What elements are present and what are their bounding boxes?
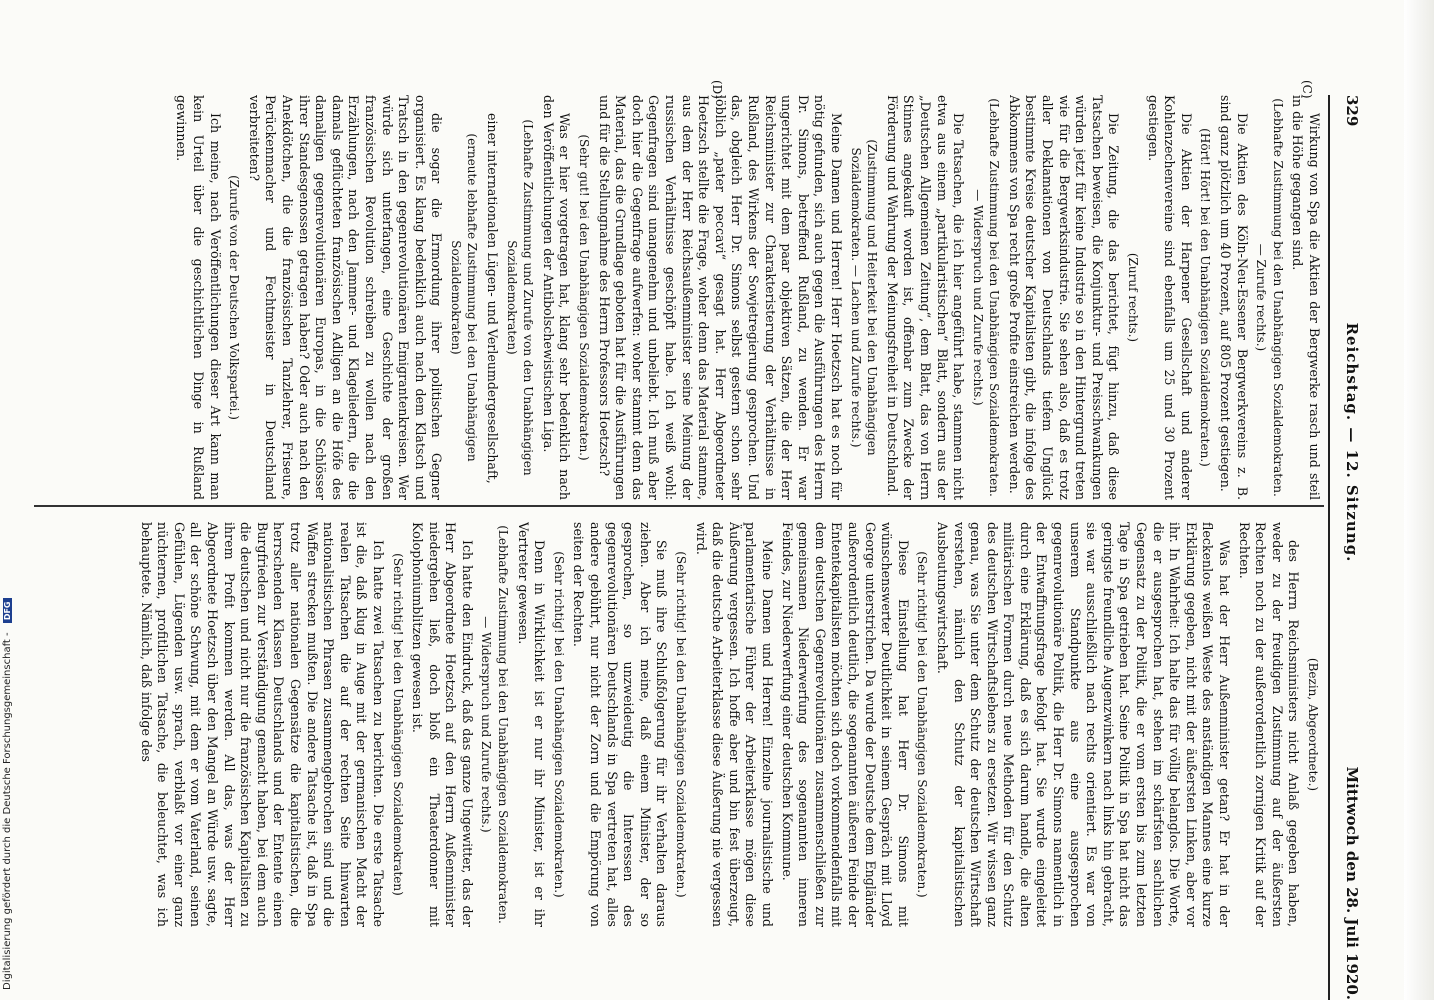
paragraph: des Herrn Reichsministers nicht Anlaß gegeben haben, weder zu der freudigen Zustimmung auf der äußersten Rechten noch zu der außerordentlich zornigen Kritik auf der Rechten. xyxy=(1236,522,1302,927)
paragraph: Was hat der Herr Außenminister getan? Er hat in der fleckenlos weißen Weste des anständigen Mannes eine kurze Erklärung gegeben, nicht mit der äußersten Linken, aber vor ihr. In Wahrheit: Ich halte das für völlig belanglos. Die Worte, die er ausgesprochen hat, stehen im schärfsten sachlichen Gegensatz zu der Politik, die er vom ersten bis zum letzten Tage in Spa getrieben hat. Seine Politik in Spa hat nicht das geringste freundliche Augenzwinkern nach links hin gebracht, sie war ausschließlich nach rechts orientiert. Es war von unserem Standpunkte aus eine ausgesprochen gegenrevolutionäre Politik, die Herr Dr. Simons namentlich in der Entwaffnungsfrage befolgt hat. Sie wurde eingeleitet durch eine Erklärung, daß es sich darum handle, die alten militärischen Formen durch neue Methoden für den Schutz des deutschen Wirtschaftslebens zu ersetzen. Wir wissen ganz genau, was Sie unter dem Schutz der deutschen Wirtschaft verstehen, nämlich den Schutz der kapitalistischen Ausbeutungswirtschaft. xyxy=(934,522,1233,927)
speech-remark: (Sehr richtig! bei den Unabhängigen Sozialdemokraten.) xyxy=(674,551,689,898)
page-number: 329 xyxy=(1343,95,1361,127)
speech-remark: (Zustimmung und Heiterkeit bei den Unabhängigen Sozialdemokraten. — Lachen und Zurufe rechts.) xyxy=(848,139,880,456)
speech-remark: (Zuruf rechts.) xyxy=(1126,252,1141,343)
paragraph: Die Tatsachen, die ich hier angeführt habe, stammen nicht etwa aus einem „partikularistischen“ Blatt, sondern aus der „Deutschen Allgemeinen Zeitung“, dem Blatt, das von Herrn Stinnes angekauft worden ist, offenbar zum Zwecke der Förderung und Wahrung der Meinungsfreiheit in Deutschland. xyxy=(884,95,967,500)
paragraph: Was er hier vorgetragen hat, klang sehr bedenklich nach den Veröffentlichungen der Antibolschewistischen Liga. xyxy=(540,95,573,500)
speech-remark: (erneute lebhafte Zustimmung bei den Unabhängigen Sozialdemokraten) xyxy=(448,133,480,462)
speech-remark: (Hört! Hört! bei den Unabhängigen Sozialdemokraten.) xyxy=(1198,128,1213,467)
paragraph: Wirkung von Spa die Aktien der Bergwerke rasch und steil in die Höhe gegangen sind. xyxy=(1290,95,1322,500)
running-title: Reichstag. — 12. Sitzung. xyxy=(1343,322,1361,563)
speech-remark: (Zurufe von der Deutschen Volkspartei.) xyxy=(227,175,242,420)
paragraph: Meine Damen und Herren! Einzelne journalistische und parlamentarische Führer der Arbeiterklasse mögen diese Äußerung vergessen. Ich hoffe aber und bin fest überzeugt, daß die deutsche Arbeiterklasse diese Äußerung nie vergessen wird. xyxy=(693,522,775,927)
speech-remark: (Lebhafte Zustimmung bei den Unabhängigen Sozialdemokraten. — Zurufe rechts.) xyxy=(1254,98,1285,497)
paragraph: Die Zeitung, die das berichtet, fügt hinzu, daß diese Tatsachen beweisen, die Konjunktur- und Preisschwankungen würden jetzt für keine Industrie so in den Hintergrund treten wie für die Bergwerksindustrie. Sie sehen also, daß es trotz aller Deklamationen von Deutschlands tiefem Unglück bestimmte Kreise deutscher Kapitalisten gibt, die infolge des Abkommens von Spa recht große Profite einstreichen werden. xyxy=(1006,95,1122,500)
paragraph: die sogar die Ermordung ihrer politischen Gegner organisiert. Es klang bedenklich auch nach dem Klatsch und Tratsch in den gegenrevolutionären Emigrantenkreisen. Wer würde sich unterfangen, eine Geschichte der großen französischen Revolution schreiben zu wollen nach den Erzählungen, nach den Jammer- und Klageliedern, die die damals geflüchteten französischen Adligen an die Höfe des damaligen gegenrevolutionären Europas, in die Schlösser ihrer Standesgenossen getragen haben? Oder auch nach den Anekdötchen, die die französischen Tanzlehrer, Friseure, Perückenmacher und Fechtmeister in Deutschland verbreiteten? xyxy=(246,95,445,500)
scan-edge xyxy=(1404,0,1434,1000)
paragraph: Die Aktien der Harpener Gesellschaft und anderer Kohlenzechenvereine sind ebenfalls um 25 und 30 Prozent gestiegen. xyxy=(1145,95,1194,500)
speech-remark: (Lebhafte Zustimmung bei den Unabhängigen Sozialdemokraten. — Widerspruch und Zurufe rechts.) xyxy=(970,98,1002,497)
margin-marker-c: (C) xyxy=(1300,80,1314,99)
column-divider xyxy=(34,505,1324,507)
speech-remark: (Sehr richtig! bei den Unabhängigen Sozialdemokraten.) xyxy=(551,551,566,898)
paragraph: Ich hatte zwei Tatsachen zu berichten. Die erste Tatsache ist die, daß klug in Auge mit der germanischen Macht der realen Tatsachen die auf der rechten Seite hinwarten nationalistischen Phrasen zusammengebrochen sind und die Waffen strecken mußten. Die andere Tatsache ist, daß in Spa trotz aller nationalen Gegensätze die kapitalistischen, die herrschenden Klassen Deutschlands und der Entente einen Burgfrieden zur Verständigung gemacht haben, bei dem auch die deutschen und nicht nur die französischen Kapitalisten zu ihrem Profit kommen werden. All das, was der Herr Abgeordnete Hoetzsch über den Mangel an Würde usw. sagte, all der schöne Schwung, mit dem er vom Vaterland, seinen Gefühlen, Lügenden usw. sprach, verblaßt vor einer ganz nüchternen, profitlichen Tatsache, die beleuchtet, was ich behauptete. Nämlich, daß infolge des xyxy=(138,522,386,927)
speech-remark: (Lebhafte Zustimmung und Zurufe von den Unabhängigen Sozialdemokraten) xyxy=(504,119,536,476)
paragraph: Sie muß ihre Schlußfolgerung für ihr Verhalten daraus ziehen. Aber ich meine, daß einem Minister, der so gesprochen, so unzweideutig die Interessen des gegenrevolutionären Deutschlands in Spa vertreten hat, alles andere gebührt, nur nicht der Zorn und die Empörung von seiten der Rechten. xyxy=(571,522,670,927)
speech-remark: (Sehr richtig! bei den Unabhängigen Sozialdemokraten.) xyxy=(915,551,930,898)
session-date: Mittwoch den 28. Juli 1920. xyxy=(1343,766,1361,1000)
speech-remark: (Bezin, Abgeordnete.) xyxy=(1306,657,1320,792)
paragraph: Die Aktien des Köln-Neu-Essener Bergwerkvereins z. B. sind ganz plötzlich um 40 Prozent, auf 805 Prozent gestiegen. xyxy=(1218,95,1250,500)
left-text-column xyxy=(32,95,1322,500)
paragraph: einer internationalen Lügen- und Verleumdergesellschaft, xyxy=(485,113,501,484)
paragraph: Ich hatte den Eindruck, daß das ganze Ungewitter, das der Herr Abgeordnete Hoetzsch auf den Herrn Außenminister niedergehen ließ, doch bloß ein Theaterdonner mit Kolophoniumblitzen gewesen ist. xyxy=(410,522,475,927)
paragraph: Diese Einstellung hat Herr Dr. Simons mit wünschenswerter Deutlichkeit in seinem Gespräch mit Lloyd George unterstrichen. Da wurde der Deutsche dem Engländer außerordentlich deutlich, die sogenannten äußeren Feinde der Ententekapitalisten möchten sich doch vorkommendenfalls mit dem deutschen Gegenrevolutionären zusammenschließen zur gemeinsamen Niederwerfung des sogenannten inneren Feindes, zur Niederwerfung einer deutschen Kommune. xyxy=(779,522,911,927)
speech-remark: (Sehr gut! bei den Unabhängigen Sozialdemokraten.) xyxy=(577,134,592,461)
speech-remark: (Lebhafte Zustimmung bei den Unabhängigen Sozialdemokraten. — Widerspruch und Zurufe rechts.) xyxy=(479,525,511,924)
paragraph: Denn in Wirklichkeit ist er nur ihr Minister, ist er ihr Vertreter gewesen. xyxy=(515,522,548,927)
digitization-credit xyxy=(0,0,22,1000)
paragraph: Ich meine, nach Veröffentlichungen dieser Art kann man kein Urteil über die geschichtlichen Dinge in Rußland gewinnen. xyxy=(174,95,223,500)
credit-text: Digitalisierung gefördert durch die Deutsche Forschungsgemeinschaft - xyxy=(2,632,13,990)
header-rule xyxy=(1328,95,1330,1000)
dfg-logo-icon: DFG xyxy=(3,599,12,624)
page-header xyxy=(1332,95,1372,1000)
paragraph: Meine Damen und Herren! Herr Hoetzsch hat es noch für nötig gefunden, sich auch gegen die Ausführungen des Herrn Dr. Simons, betreffend Rußland, zu wenden. Er war ungerichtet mit dem paar objektiven Sätzen, die der Herr Reichsminister zur Charakteristerung der Verhältnisse in Rußland, des Wirkens der Sowjetregierung gesprochen. Und das, obgleich Herr Dr. Simons selbst gestern schon sehr löblich „pater peccavi“ gesagt hat. Herr Abgeordneter Hoetzsch stellte die Frage, woher denn das Material stamme, aus dem der Herr Reichsaußenminister seine Meinung der russischen Verhältnisse geschöpft habe. Ich weiß wohl: Gegenfragen sind unangenehm und unbeliebt. Ich muß aber doch hier die Gegenfrage aufwerfen: woher stammt denn das Material, das die Grundlage geboten hat für die Ausführungen und für die Stellungnahme des Herrn Professors Hoetzsch? xyxy=(596,95,844,500)
right-text-column xyxy=(32,522,1322,927)
speech-remark: (Sehr richtig! bei den Unabhängigen Sozialdemokraten) xyxy=(390,553,405,896)
margin-marker-d: (D) xyxy=(710,80,724,99)
